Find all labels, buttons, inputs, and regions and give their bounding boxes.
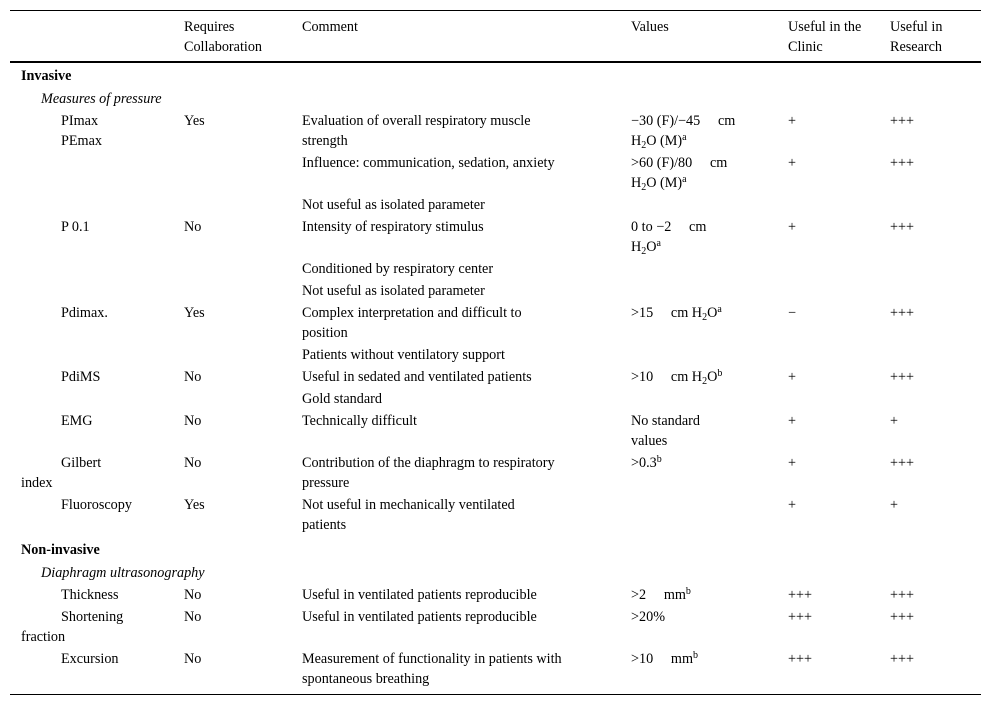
row-fluoroscopy-collab: Yes [184, 497, 205, 513]
row-pimax-research-2: +++ [890, 155, 915, 171]
row-pimax-value-2: >60 (F)/80 cm $H_2O$ $(M)^a$ [631, 155, 728, 193]
row-fluoroscopy-comment: Not useful in mechanically ventilated patients [302, 497, 515, 533]
row-pimax-comment-1: Evaluation of overall respiratory muscle strength [302, 113, 531, 149]
row-shortening-comment: Useful in ventilated patients reproducible [302, 609, 537, 625]
row-p01-name: P 0.1 [61, 219, 90, 235]
diaphragm-assessment-table [10, 10, 981, 696]
row-p01-value: 0 to −2 cm $H_2O^a$ [631, 219, 707, 257]
row-p01-clinic: + [788, 219, 797, 235]
row-gilbert-clinic: + [788, 455, 797, 471]
row-pdimax-collab: Yes [184, 305, 205, 321]
row-emg-collab: No [184, 413, 202, 429]
header-comment: Comment [302, 19, 358, 35]
row-excursion-name: Excursion [61, 651, 119, 667]
header-requires-collaboration: Requires Collaboration [184, 19, 263, 55]
row-pdimax-comment-2: Patients without ventilatory support [302, 347, 505, 363]
row-thickness-name: Thickness [61, 587, 119, 603]
row-emg-comment: Technically difficult [302, 413, 417, 429]
subsection-diaphragm-ultrasonography: Diaphragm ultrasonography [41, 565, 205, 581]
row-gilbert-research: +++ [890, 455, 915, 471]
row-p01-comment-1: Intensity of respiratory stimulus [302, 219, 484, 235]
header-rule [10, 61, 981, 63]
row-pdims-comment-1: Useful in sedated and ventilated patients [302, 369, 532, 385]
top-rule [10, 10, 981, 11]
row-excursion-collab: No [184, 651, 202, 667]
header-values: Values [631, 19, 669, 35]
row-shortening-name-1: Shortening [61, 609, 124, 625]
row-p01-research: +++ [890, 219, 915, 235]
row-shortening-name-2: fraction [21, 629, 66, 645]
row-pdims-research: +++ [890, 369, 915, 385]
row-shortening-collab: No [184, 609, 202, 625]
row-emg-name: EMG [61, 413, 93, 429]
row-gilbert-value: >0.3$^b$ [631, 454, 662, 471]
row-gilbert-collab: No [184, 455, 202, 471]
row-pdims-name: PdiMS [61, 369, 101, 385]
header-useful-clinic: Useful in the Clinic [788, 19, 862, 55]
row-pimax-collab: Yes [184, 113, 205, 129]
row-emg-clinic: + [788, 413, 797, 429]
row-thickness-value: >2 $mm^b$ [631, 586, 691, 603]
row-gilbert-name-1: Gilbert [61, 455, 102, 471]
row-fluoroscopy-name: Fluoroscopy [61, 497, 132, 513]
row-excursion-value: >10 $mm^b$ [631, 650, 698, 667]
row-pdims-clinic: + [788, 369, 797, 385]
row-p01-comment-3: Not useful as isolated parameter [302, 283, 485, 299]
row-pdimax-name: Pdimax. [61, 305, 108, 321]
row-shortening-clinic: +++ [788, 609, 813, 625]
subsection-measures-of-pressure: Measures of pressure [41, 91, 162, 107]
row-excursion-clinic: +++ [788, 651, 813, 667]
row-excursion-research: +++ [890, 651, 915, 667]
header-useful-research: Useful in Research [890, 19, 943, 55]
row-pdimax-clinic: − [788, 305, 797, 321]
row-pimax-value-1: −30 (F)/−45 cm $H_2O$ $(M)^a$ [631, 113, 736, 151]
row-pimax-comment-3: Not useful as isolated parameter [302, 197, 485, 213]
row-pdims-value: >10 cm $H_2O^b$ [631, 368, 723, 387]
row-fluoroscopy-research: + [890, 497, 899, 513]
row-p01-collab: No [184, 219, 202, 235]
row-p01-comment-2: Conditioned by respiratory center [302, 261, 494, 277]
row-emg-research: + [890, 413, 899, 429]
row-shortening-research: +++ [890, 609, 915, 625]
row-pdims-collab: No [184, 369, 202, 385]
row-pdimax-value: >15 cm $H_2O^a$ [631, 304, 722, 323]
row-fluoroscopy-clinic: + [788, 497, 797, 513]
section-invasive: Invasive [21, 68, 72, 84]
row-pdimax-comment-1: Complex interpretation and difficult to position [302, 305, 522, 341]
row-thickness-research: +++ [890, 587, 915, 603]
row-thickness-comment: Useful in ventilated patients reproducible [302, 587, 537, 603]
row-pimax-name: PImax PEmax [61, 113, 102, 149]
row-pimax-research-1: +++ [890, 113, 915, 129]
row-gilbert-comment: Contribution of the diaphragm to respiratory pressure [302, 455, 555, 491]
bottom-rule [10, 694, 981, 695]
row-thickness-collab: No [184, 587, 202, 603]
row-emg-value: No standard values [631, 413, 700, 449]
row-gilbert-name-2: index [21, 475, 53, 491]
row-pimax-comment-2: Influence: communication, sedation, anxiety [302, 155, 555, 171]
row-shortening-value: >20% [631, 609, 666, 625]
row-pimax-clinic-2: + [788, 155, 797, 171]
row-excursion-comment: Measurement of functionality in patients with spontaneous breathing [302, 651, 562, 687]
row-pdimax-research: +++ [890, 305, 915, 321]
row-pdims-comment-2: Gold standard [302, 391, 382, 407]
row-thickness-clinic: +++ [788, 587, 813, 603]
section-noninvasive: Non-invasive [21, 542, 100, 558]
row-pimax-clinic-1: + [788, 113, 797, 129]
